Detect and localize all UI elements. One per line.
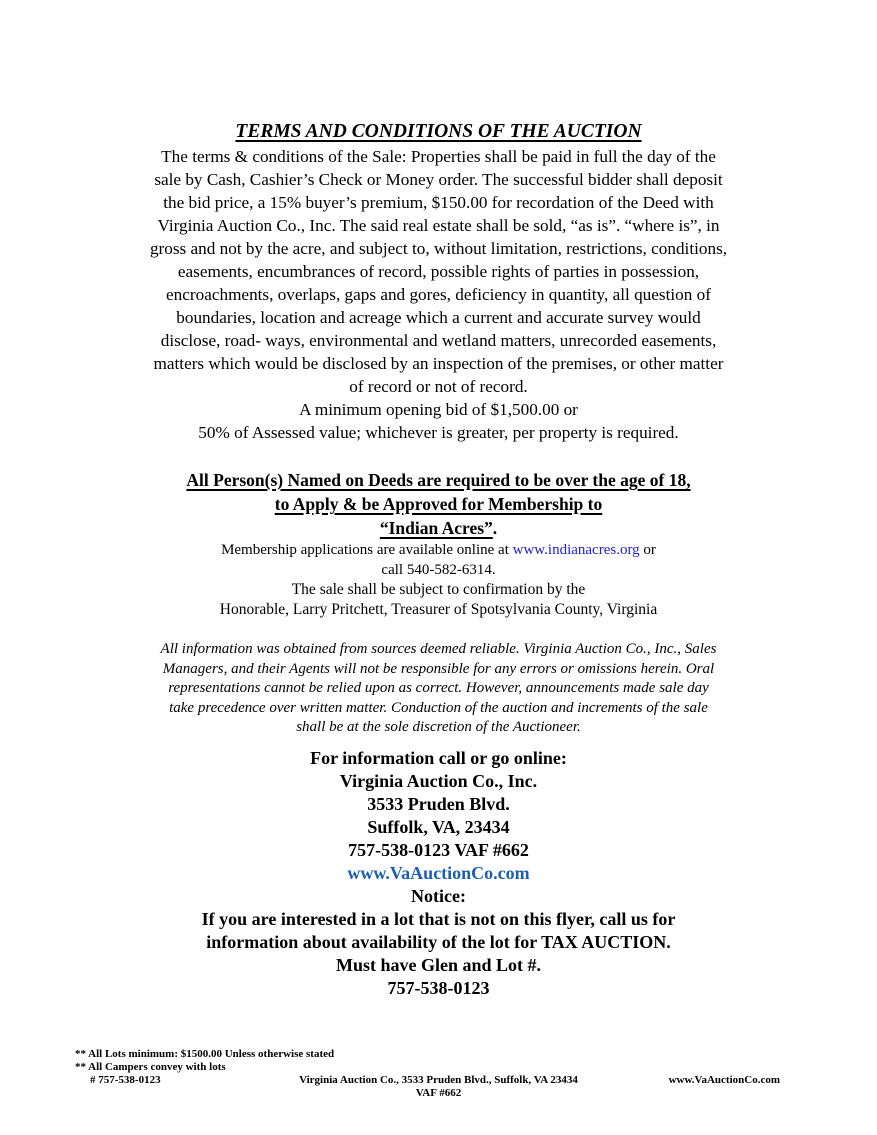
text-line: encroachments, overlaps, gaps and gores, deficiency in quantity, all question of: [166, 285, 711, 304]
text-line: sale by Cash, Cashier’s Check or Money order. The successful bidder shall deposit: [154, 170, 723, 189]
vaauctionco-link[interactable]: www.VaAuctionCo.com: [347, 862, 530, 883]
contact-street: 3533 Pruden Blvd.: [367, 793, 510, 814]
text-line: representations cannot be relied upon as correct. However, announcements made sale day: [168, 680, 709, 696]
contact-phone-vaf: 757-538-0123 VAF #662: [348, 839, 529, 860]
text-line: take precedence over written matter. Conduction of the auction and increments of the sale: [169, 699, 708, 716]
indian-acres-name: “Indian Acres”: [379, 518, 493, 538]
page-footer: [0, 1048, 877, 1100]
membership-applications-prefix: Membership applications are available online at: [221, 542, 513, 558]
text-line: Honorable, Larry Pritchett, Treasurer of Spotsylvania County, Virginia: [219, 601, 658, 618]
text-line: shall be at the sole discretion of the Auctioneer.: [296, 719, 581, 735]
text-line: information about availability of the lot for TAX AUCTION.: [206, 931, 671, 952]
footer-contact-row: [0, 1074, 877, 1087]
footer-note-campers: ** All Campers convey with lots: [75, 1061, 226, 1073]
document-title: [0, 119, 877, 144]
text-line: matters which would be disclosed by an inspection of the premises, or other matter: [153, 354, 724, 373]
indian-acres-period: .: [492, 518, 498, 538]
text-line: If you are interested in a lot that is not on this flyer, call us for: [201, 908, 676, 929]
footer-website: www.VaAuctionCo.com: [668, 1074, 780, 1086]
text-line: Must have Glen and Lot #.: [335, 954, 542, 975]
membership-requirement-line-2: to Apply & be Approved for Membership to: [274, 494, 603, 514]
text-line: The terms & conditions of the Sale: Properties shall be paid in full the day of the: [161, 147, 716, 166]
membership-requirement-line-3: [0, 516, 877, 540]
text-line: boundaries, location and acreage which a current and accurate survey would: [176, 308, 701, 327]
text-line: easements, encumbrances of record, possible rights of parties in possession,: [177, 262, 700, 281]
text-line: Managers, and their Agents will not be responsible for any errors or omissions herein. Oral: [162, 660, 715, 677]
footer-phone: # 757-538-0123: [90, 1074, 161, 1086]
text-line: A minimum opening bid of $1,500.00 or: [299, 400, 578, 419]
notice-text: [0, 908, 877, 1000]
text-line: The sale shall be subject to confirmation by the: [291, 581, 586, 598]
text-line: 50% of Assessed value; whichever is greater, per property is required.: [198, 423, 679, 442]
contact-block: [0, 747, 877, 1000]
text-line: the bid price, a 15% buyer’s premium, $150.00 for recordation of the Deed with: [163, 193, 714, 212]
notice-label: Notice:: [411, 885, 466, 906]
footer-vaf-number: VAF #662: [415, 1087, 462, 1099]
membership-requirement-heading: [0, 468, 877, 540]
disclaimer-paragraph: [0, 640, 877, 738]
membership-info: [0, 540, 877, 580]
document-title-text: TERMS AND CONDITIONS OF THE AUCTION: [235, 121, 642, 142]
sale-confirmation-info: [0, 580, 877, 620]
indianacres-link[interactable]: www.indianacres.org: [512, 542, 640, 558]
text-line: of record or not of record.: [349, 377, 528, 396]
membership-requirement-line-1: All Person(s) Named on Deeds are required to be over the age of 18,: [186, 470, 691, 490]
footer-note-lots-minimum: ** All Lots minimum: $1500.00 Unless otherwise stated: [75, 1048, 335, 1060]
membership-call-line: call 540-582-6314.: [381, 562, 496, 578]
contact-city: Suffolk, VA, 23434: [367, 816, 510, 837]
terms-paragraph: [0, 145, 877, 444]
text-line: disclose, road- ways, environmental and wetland matters, unrecorded easements,: [160, 331, 717, 350]
contact-heading: For information call or go online:: [310, 747, 567, 768]
membership-applications-line: [0, 540, 877, 560]
membership-applications-suffix: or: [639, 542, 656, 558]
contact-website-line: [0, 862, 877, 885]
text-line: 757-538-0123: [387, 977, 490, 998]
text-line: gross and not by the acre, and subject to, without limitation, restrictions, conditions,: [149, 239, 728, 258]
text-line: Virginia Auction Co., Inc. The said real estate shall be sold, “as is”. “where is”, in: [157, 216, 720, 235]
text-line: All information was obtained from sources deemed reliable. Virginia Auction Co., Inc., Sales: [160, 641, 717, 657]
contact-company: Virginia Auction Co., Inc.: [339, 770, 538, 791]
footer-address: Virginia Auction Co., 3533 Pruden Blvd., Suffolk, VA 23434: [299, 1074, 578, 1086]
